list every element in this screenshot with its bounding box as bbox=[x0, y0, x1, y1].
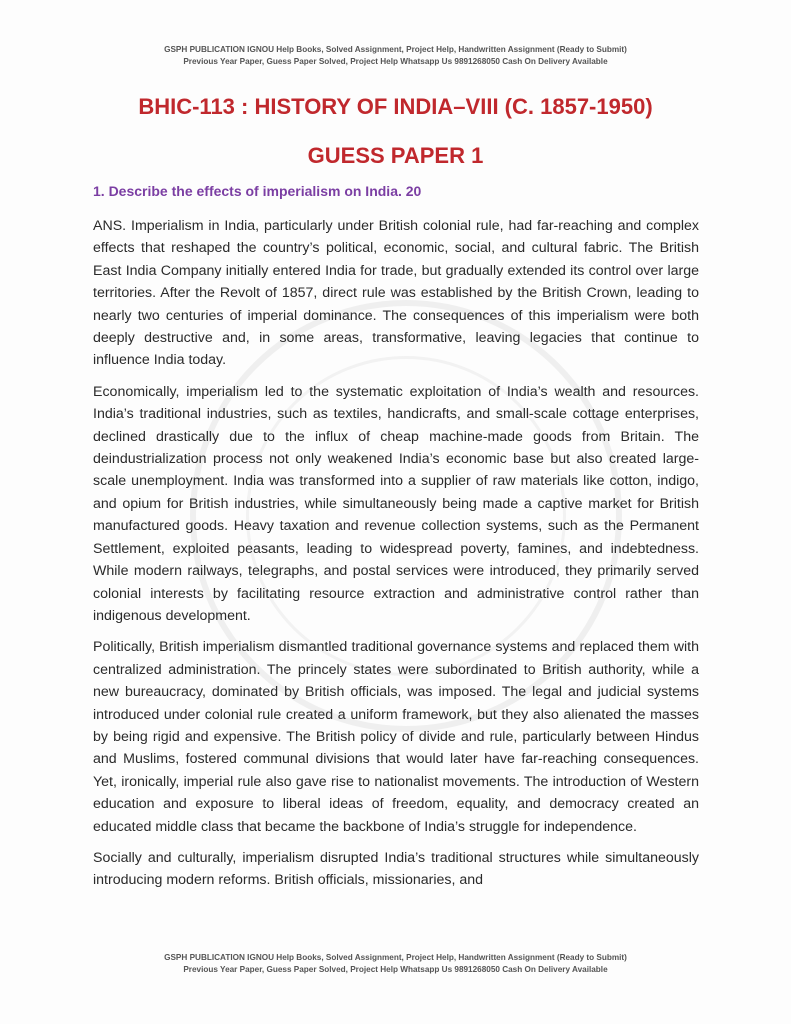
header-line-2: Previous Year Paper, Guess Paper Solved, Project Help Whatsapp Us 9891268050 Cash On Delivery Available bbox=[183, 57, 608, 66]
footer-line-1: GSPH PUBLICATION IGNOU Help Books, Solved Assignment, Project Help, Handwritten Assignment (Ready to Submit) bbox=[164, 953, 627, 962]
paragraph: Politically, British imperialism dismantled traditional governance systems and replaced them with centralized administration. The princely states were subordinated to British authority, while a new bureaucracy, dominated by British officials, was imposed. The legal and judicial systems introduced under colonial rule created a uniform framework, but they also alienated the masses by being rigid and expensive. The British policy of divide and rule, particularly between Hindus and Muslims, fostered communal divisions that would later have far-reaching consequences. Yet, ironically, imperial rule also gave rise to nationalist movements. The introduction of Western education and exposure to liberal ideas of freedom, equality, and democracy created an educated middle class that became the backbone of India’s struggle for independence. bbox=[93, 639, 699, 835]
document-title: BHIC-113 : HISTORY OF INDIA–VIII (C. 1857-1950) bbox=[138, 94, 653, 119]
page-footer bbox=[0, 952, 791, 976]
header-line-1: GSPH PUBLICATION IGNOU Help Books, Solved Assignment, Project Help, Handwritten Assignment (Ready to Submit) bbox=[164, 45, 627, 54]
paragraph: Socially and culturally, imperialism disrupted India’s traditional structures while simultaneously introducing modern reforms. British officials, missionaries, and bbox=[93, 849, 699, 889]
paragraph: Economically, imperialism led to the systematic exploitation of India’s wealth and resources. India’s traditional industries, such as textiles, handicrafts, and small-scale cottage enterprises, declined drastically due to the influx of cheap machine-made goods from Britain. The deindustrialization process not only weakened India’s economic base but also created large-scale unemployment. India was transformed into a supplier of raw materials like cotton, indigo, and opium for British industries, while simultaneously being made a captive market for British manufactured goods. Heavy taxation and revenue collection systems, such as the Permanent Settlement, exploited peasants, leading to widespread poverty, famines, and indebtedness. While modern railways, telegraphs, and postal services were introduced, they primarily served colonial interests by facilitating resource extraction and administrative control rather than indigenous development. bbox=[93, 383, 699, 624]
paragraph: ANS. Imperialism in India, particularly under British colonial rule, had far-reaching and complex effects that reshaped the country’s political, economic, social, and cultural fabric. The British East India Company initially entered India for trade, but gradually extended its control over large territories. After the Revolt of 1857, direct rule was established by the British Crown, leading to nearly two centuries of imperial dominance. The consequences of this imperialism were both deeply destructive and, in some areas, transformative, leaving legacies that continue to influence India today. bbox=[93, 218, 699, 369]
answer-body bbox=[93, 215, 699, 901]
document-subtitle: GUESS PAPER 1 bbox=[307, 143, 484, 168]
page-header bbox=[0, 44, 791, 68]
footer-line-2: Previous Year Paper, Guess Paper Solved, Project Help Whatsapp Us 9891268050 Cash On Delivery Available bbox=[183, 965, 608, 974]
question-heading: 1. Describe the effects of imperialism on India. 20 bbox=[93, 183, 422, 199]
